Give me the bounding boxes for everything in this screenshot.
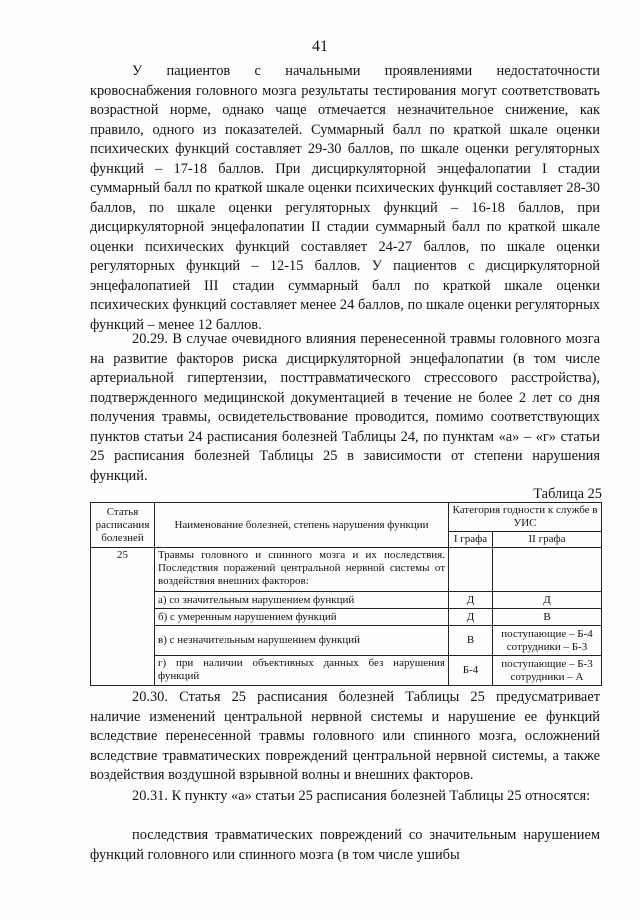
header-column-1: I графа: [449, 532, 493, 548]
item-cell: в) с незначительным нарушением функций: [155, 626, 449, 656]
column-2-line: сотрудники – Б-3: [506, 640, 588, 653]
table-row: [91, 656, 602, 686]
column-2-line: сотрудники – А: [510, 670, 584, 683]
column-2-cell: [493, 626, 602, 656]
column-1-cell: В: [449, 626, 493, 656]
column-2-line: поступающие – Б-4: [501, 627, 593, 640]
item-cell: б) с умеренным нарушением функций: [155, 609, 449, 626]
item-cell: г) при наличии объективных данных без нарушения функций: [155, 656, 449, 686]
column-2-line: Д: [543, 593, 551, 606]
column-1-cell: Б-4: [449, 656, 493, 686]
column-2-cell: [493, 656, 602, 686]
disease-schedule-table: [90, 502, 602, 686]
item-cell: а) со значительным нарушением функций: [155, 592, 449, 609]
column-2-cell: [493, 609, 602, 626]
paragraph: 20.31. К пункту «а» статьи 25 расписания болезней Таблицы 25 относятся:: [132, 788, 591, 804]
article-number: 25: [91, 548, 155, 686]
header-column-2: II графа: [493, 532, 602, 548]
paragraph-block: [90, 330, 600, 486]
empty-cell: [449, 548, 493, 592]
paragraph-test-scores: [90, 62, 600, 335]
table-caption: Таблица 25: [533, 486, 602, 502]
page-number: 41: [312, 38, 328, 55]
table-row: [91, 609, 602, 626]
column-2-cell: [493, 592, 602, 609]
paragraph-block: [90, 826, 600, 865]
table-row: [91, 548, 602, 592]
column-2-line: поступающие – Б-3: [501, 657, 593, 670]
empty-cell: [493, 548, 602, 592]
table-row: [91, 626, 602, 656]
article-intro: Травмы головного и спинного мозга и их последствия. Последствия поражений центральной нервной системы от воздействия внешних факторов:: [155, 548, 449, 592]
header-fitness-category: Категория годности к службе в УИС: [449, 503, 602, 532]
paragraph: 20.29. В случае очевидного влияния перенесенной травмы головного мозга на развитие факторов риска дисциркуляторной энцефалопатии (в том числе артериальной гипертензии, посттравматического стрессового расстройства), подтвержденного медицинской документацией в течение не более 2 лет со дня получения травмы, освидетельствование проводится, помимо соответствующих пунктов статьи 24 расписания болезней Таблицы 24, по пунктам «а» – «г» статьи 25 расписания болезней Таблицы 25 в зависимости от степени нарушения функций.: [90, 331, 600, 484]
paragraph: 20.30. Статья 25 расписания болезней Таблицы 25 предусматривает наличие изменений центральной нервной системы и нарушение ее функций вследствие перенесенной травмы головного или спинного мозга, осложнений вследствие травматических повреждений центральной нервной системы, а также воздействия воздушной взрывной волны и внешних факторов.: [90, 689, 600, 783]
column-1-cell: Д: [449, 592, 493, 609]
paragraph: последствия травматических повреждений со значительным нарушением функций головного или спинного мозга (в том числе ушибы: [90, 827, 600, 863]
paragraph-block: [90, 787, 600, 807]
table-row: [91, 592, 602, 609]
table-header-row: [91, 503, 602, 532]
header-article: Статья расписания болезней: [91, 503, 155, 548]
paragraph-block: [90, 688, 600, 786]
header-disease-name: Наименование болезней, степень нарушения функции: [155, 503, 449, 548]
column-1-cell: Д: [449, 609, 493, 626]
column-2-line: В: [543, 610, 551, 623]
paragraph: У пациентов с начальными проявлениями недостаточности кровоснабжения головного мозга результаты тестирования могут соответствовать возрастной норме, однако чаще отмечается незначительное снижение, как правило, одного из показателей. Суммарный балл по краткой шкале оценки психических функций составляет 29-30 баллов, по шкале оценки регуляторных функций – 17-18 баллов. При дисциркуляторной энцефалопатии I стадии суммарный балл по краткой шкале оценки психических функций составляет 28-30 баллов, по шкале оценки регуляторных функций – 16-18 баллов, при дисциркуляторной энцефалопатии II стадии суммарный балл по краткой шкале оценки психических функций составляет 24-27 баллов, по шкале оценки регуляторных функций – 12-15 баллов. У пациентов с дисциркуляторной энцефалопатией III стадии суммарный балл по краткой шкале оценки психических функций составляет менее 24 баллов, по шкале оценки регуляторных функций – менее 12 баллов.: [90, 63, 600, 333]
